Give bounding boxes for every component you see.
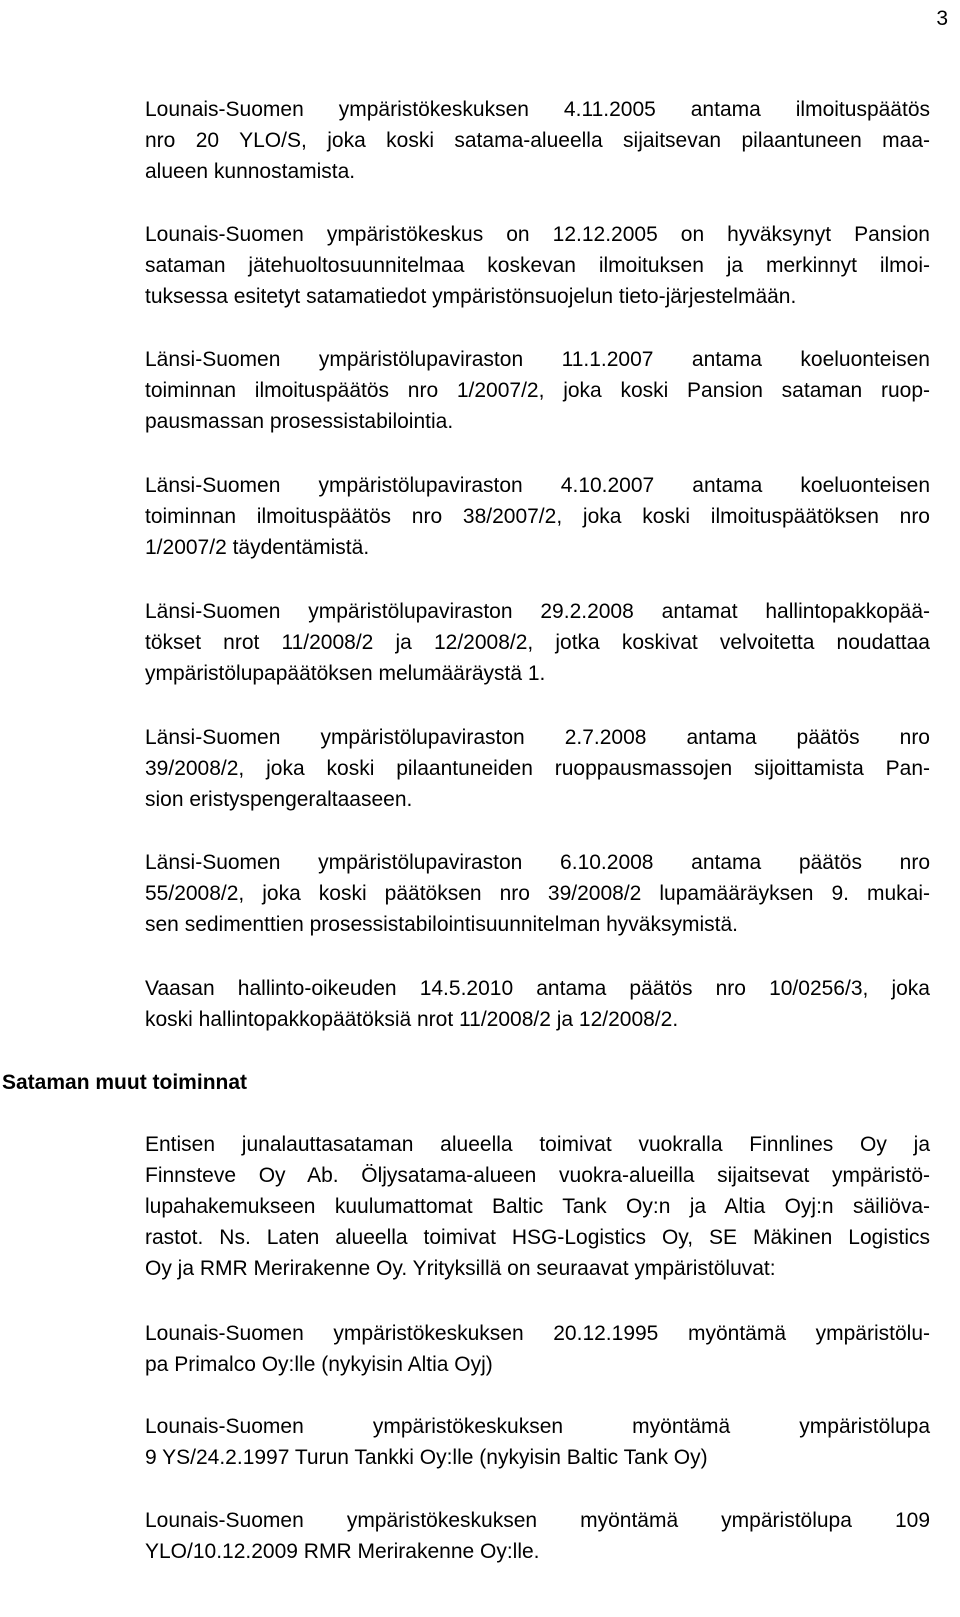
paragraph-line: Lounais-Suomen ympäristökeskuksen myöntämä ympäristölupa (145, 1415, 930, 1438)
paragraph-5 (145, 596, 930, 689)
paragraph-4 (145, 470, 930, 563)
paragraph-line: 55/2008/2, joka koski päätöksen nro 39/2008/2 lupamääräyksen 9. mukai- (145, 882, 930, 905)
paragraph-line: Lounais-Suomen ympäristökeskus on 12.12.2005 on hyväksynyt Pansion (145, 223, 930, 246)
paragraph-line: tökset nrot 11/2008/2 ja 12/2008/2, jotka koskivat velvoitetta noudattaa (145, 631, 930, 654)
paragraph-line: sataman jätehuoltosuunnitelmaa koskevan ilmoituksen ja merkinnyt ilmoi- (145, 254, 930, 277)
paragraph-line: alueen kunnostamista. (145, 160, 356, 183)
paragraph-9 (145, 1129, 930, 1284)
paragraph-1 (145, 94, 930, 187)
paragraph-line: Lounais-Suomen ympäristökeskuksen 4.11.2005 antama ilmoituspäätös (145, 98, 930, 121)
paragraph-line: lupahakemukseen kuulumattomat Baltic Tank Oy:n ja Altia Oyj:n säiliöva- (145, 1195, 930, 1218)
paragraph-line: Oy ja RMR Merirakenne Oy. Yrityksillä on seuraavat ympäristöluvat: (145, 1257, 776, 1280)
paragraph-12 (145, 1505, 930, 1567)
paragraph-8 (145, 973, 930, 1035)
paragraph-2 (145, 219, 930, 312)
paragraph-line: Entisen junalauttasataman alueella toimivat vuokralla Finnlines Oy ja (145, 1133, 930, 1156)
paragraph-line: nro 20 YLO/S, joka koski satama-alueella sijaitsevan pilaantuneen maa- (145, 129, 930, 152)
paragraph-7 (145, 847, 930, 940)
paragraph-line: Länsi-Suomen ympäristölupaviraston 6.10.2008 antama päätös nro (145, 851, 930, 874)
paragraph-line: Vaasan hallinto-oikeuden 14.5.2010 antama päätös nro 10/0256/3, joka (145, 977, 930, 1000)
paragraph-3 (145, 344, 930, 437)
paragraph-line: pausmassan prosessistabilointia. (145, 410, 454, 433)
paragraph-line: Länsi-Suomen ympäristölupaviraston 11.1.2007 antama koeluonteisen (145, 348, 930, 371)
paragraph-line: toiminnan ilmoituspäätös nro 38/2007/2, joka koski ilmoituspäätöksen nro (145, 505, 930, 528)
paragraph-line: rastot. Ns. Laten alueella toimivat HSG-Logistics Oy, SE Mäkinen Logistics (145, 1226, 930, 1249)
paragraph-line: YLO/10.12.2009 RMR Merirakenne Oy:lle. (145, 1540, 540, 1563)
paragraph-line: pa Primalco Oy:lle (nykyisin Altia Oyj) (145, 1353, 493, 1376)
paragraph-line: koski hallintopakkopäätöksiä nrot 11/2008/2 ja 12/2008/2. (145, 1008, 679, 1031)
paragraph-line: Lounais-Suomen ympäristökeskuksen myöntämä ympäristölupa 109 (145, 1509, 930, 1532)
paragraph-line: sen sedimenttien prosessistabilointisuunnitelman hyväksymistä. (145, 913, 738, 936)
paragraph-line: Lounais-Suomen ympäristökeskuksen 20.12.1995 myöntämä ympäristölu- (145, 1322, 930, 1345)
paragraph-line: Länsi-Suomen ympäristölupaviraston 29.2.2008 antamat hallintopakkopää- (145, 600, 930, 623)
paragraph-line: ympäristölupapäätöksen melumääräystä 1. (145, 662, 546, 685)
paragraph-6 (145, 722, 930, 815)
paragraph-line: tuksessa esitetyt satamatiedot ympäristönsuojelun tieto-järjestelmään. (145, 285, 797, 308)
paragraph-line: Finnsteve Oy Ab. Öljysatama-alueen vuokra-alueilla sijaitsevat ympäristö- (145, 1164, 930, 1187)
paragraph-line: Länsi-Suomen ympäristölupaviraston 2.7.2008 antama päätös nro (145, 726, 930, 749)
paragraph-10 (145, 1318, 930, 1380)
paragraph-line: 9 YS/24.2.1997 Turun Tankki Oy:lle (nykyisin Baltic Tank Oy) (145, 1446, 708, 1469)
paragraph-line: sion eristyspengeraltaaseen. (145, 788, 413, 811)
paragraph-line: 39/2008/2, joka koski pilaantuneiden ruoppausmassojen sijoittamista Pan- (145, 757, 930, 780)
paragraph-line: 1/2007/2 täydentämistä. (145, 536, 370, 559)
page-number: 3 (936, 7, 948, 30)
paragraph-line: toiminnan ilmoituspäätös nro 1/2007/2, joka koski Pansion sataman ruop- (145, 379, 930, 402)
paragraph-11 (145, 1411, 930, 1473)
paragraph-line: Länsi-Suomen ympäristölupaviraston 4.10.2007 antama koeluonteisen (145, 474, 930, 497)
side-heading: Sataman muut toiminnat (2, 1071, 248, 1094)
